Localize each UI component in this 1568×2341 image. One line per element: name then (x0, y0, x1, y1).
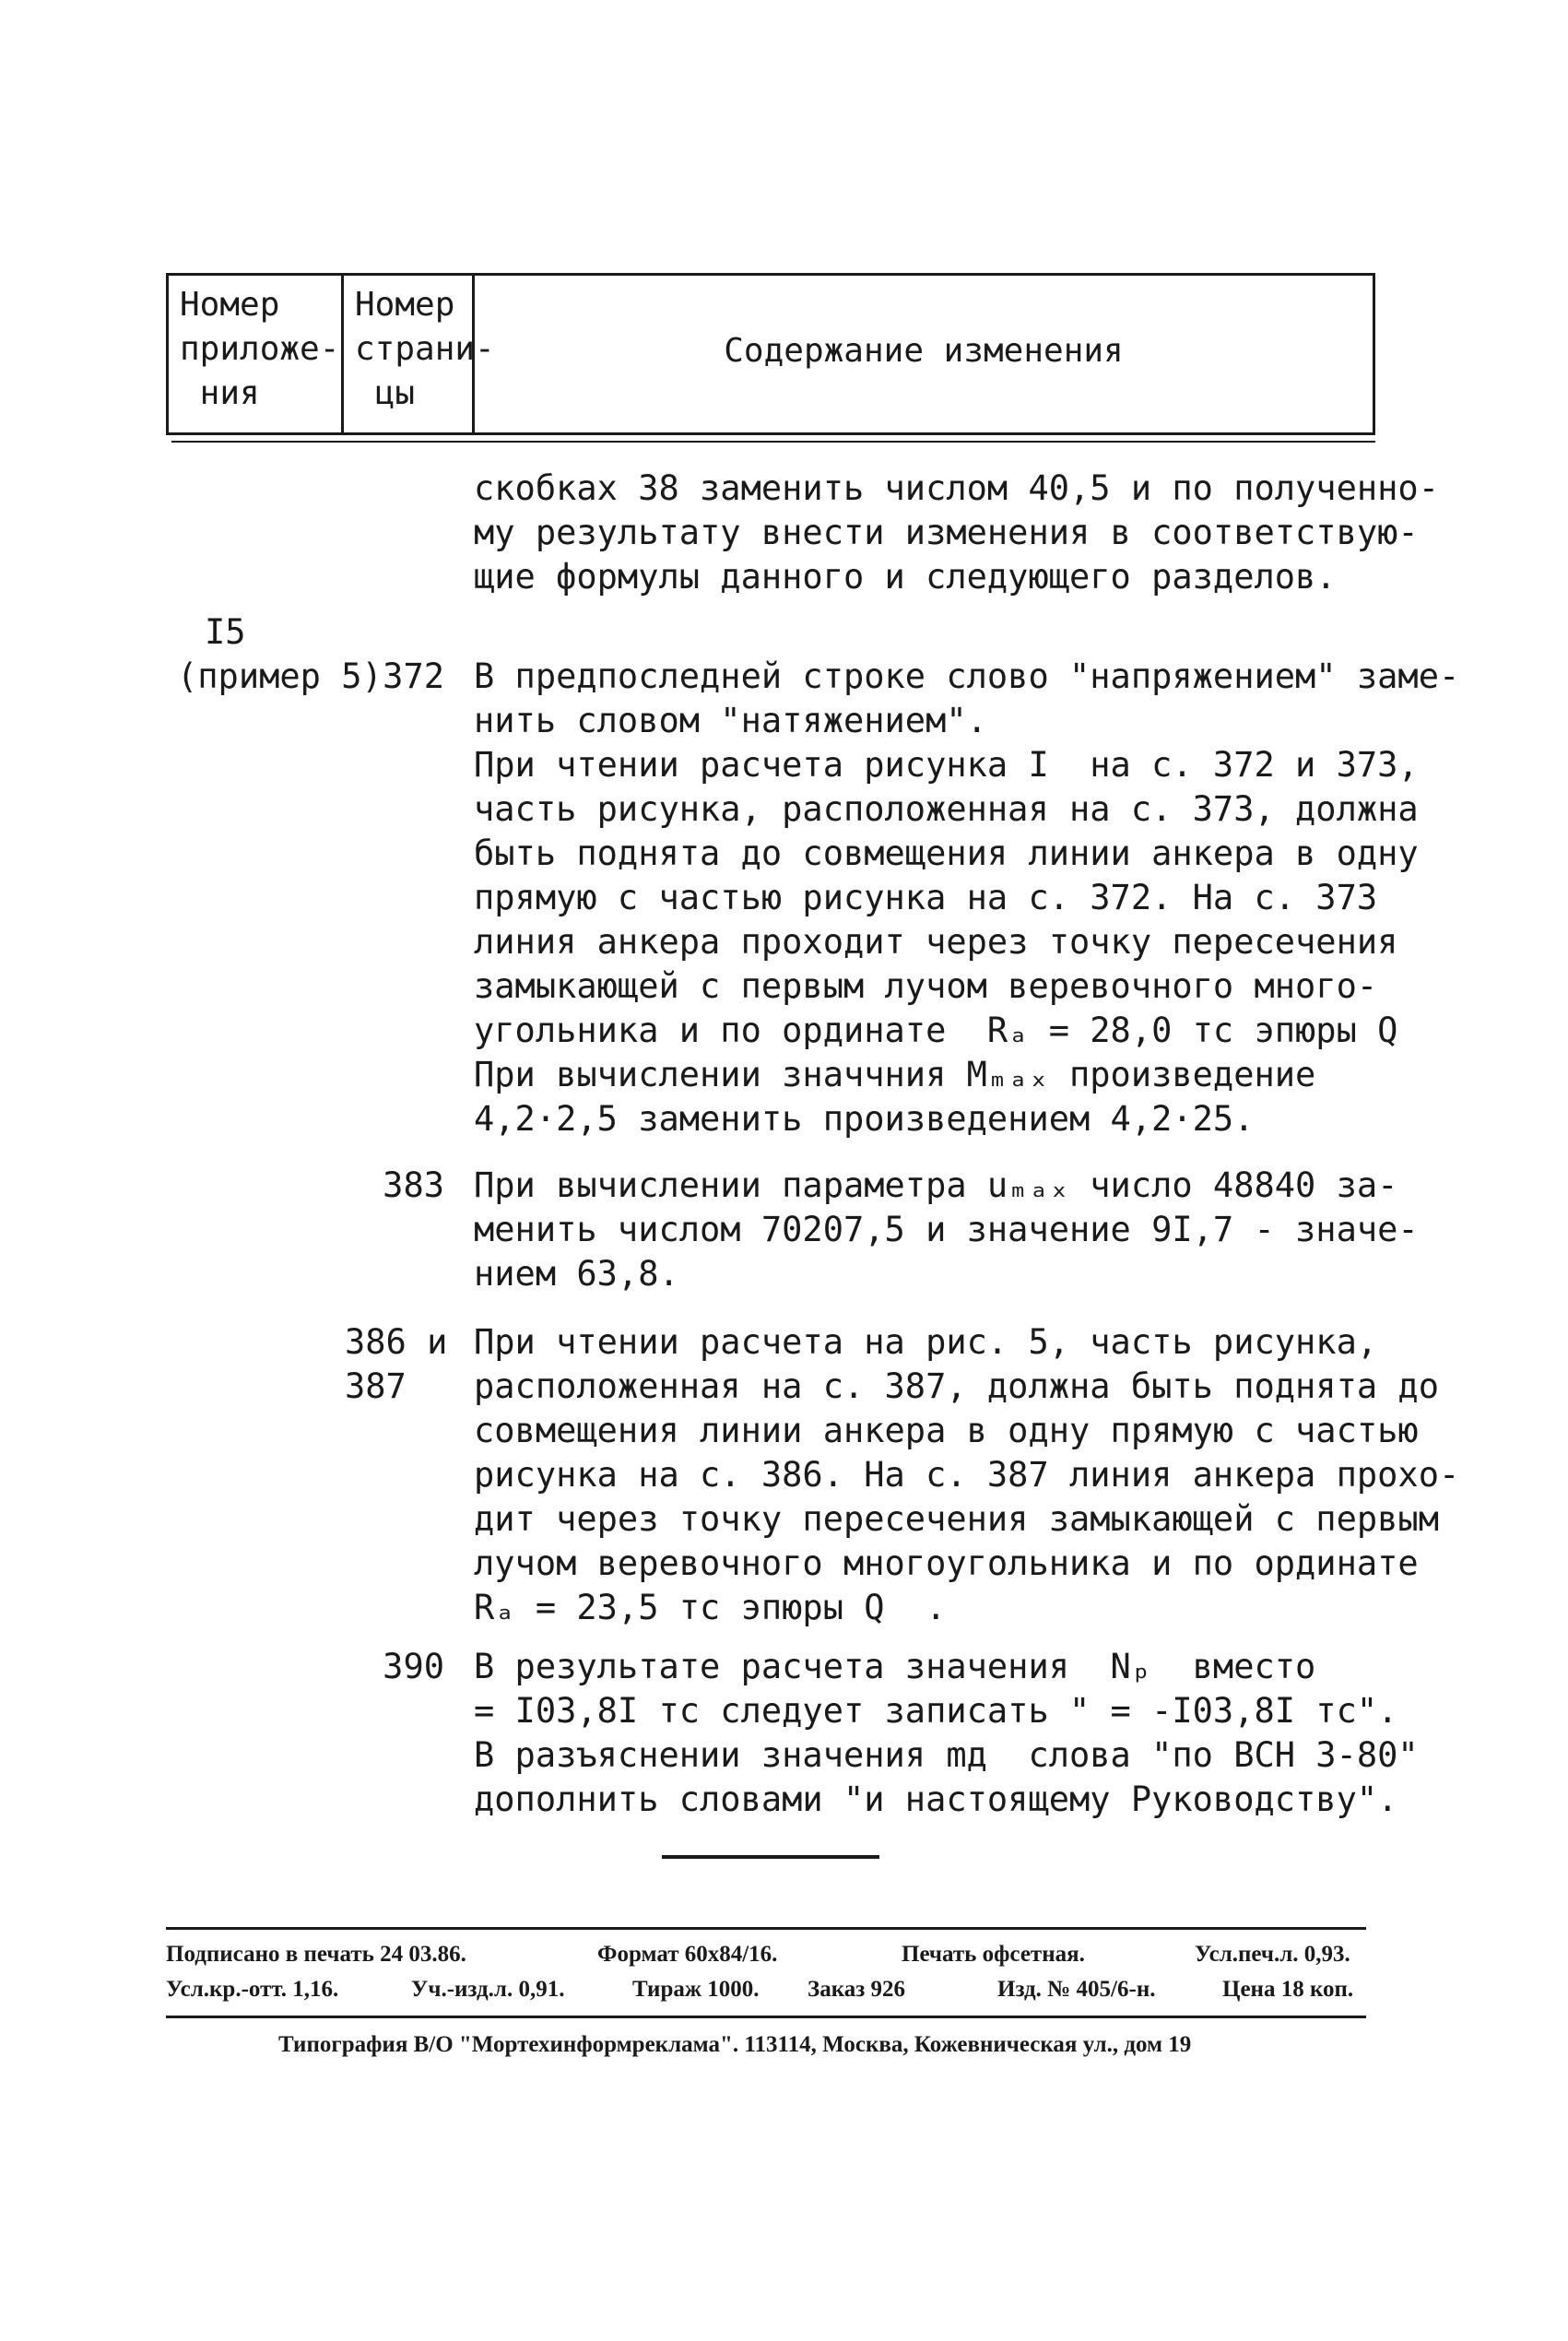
end-divider (662, 1855, 879, 1859)
header-col-page (344, 276, 495, 432)
appendix-example: (пример 5) (177, 656, 383, 696)
header-col-appendix-label: Номер приложе- ния (180, 286, 340, 412)
imprint-pub-number: Изд. № 405/6-н. (997, 1977, 1156, 2002)
imprint-pub-sheets: Уч.-изд.л. 0,91. (411, 1977, 565, 2002)
entry-intro-text: скобках 38 заменить числом 40,5 и по полученно- му результату внести изменения в соответствую- щие формулы данного и следующего разделов. (474, 468, 1439, 597)
imprint-order: Заказ 926 (808, 1977, 906, 2002)
entry-390-text: В результате расчета значения Nₚ вместо = I03,8I тс следует записать " = -I03,8I тс". В разъяснении значения mд слова "по ВСН 3-80" дополнить словами "и настоящему Руководству". (474, 1647, 1419, 1819)
entry-372-page: 372 (383, 656, 444, 696)
appendix-number: I5 (205, 612, 246, 652)
header-col-page-label: Номер страни- цы (355, 286, 495, 412)
header-col-content-label: Содержание изменения (724, 332, 1124, 370)
imprint-signed: Подписано в печать 24 03.86. (166, 1942, 466, 1967)
entry-390-page: 390 (383, 1647, 444, 1686)
table-header (166, 273, 1375, 435)
header-col-appendix (169, 276, 344, 432)
entry-372-text: В предпоследней строке слово "напряжением" заме- нить словом "натяжением". При чтении расчета рисунка I на с. 372 и 373, часть рисунка, расположенная на с. 373, должна быть поднята до совмещения линии анкера в одну прямую с частью рисунка на с. 372. На с. 373 линия анкера проходит через точку пересечения замыкающей с первым лучом веревочного много- угольника и по ординате Rₐ = 28,0 тс эпюры Q При вычислении значчния Mₘₐₓ произведение 4,2·2,5 заменить произведением 4,2·25. (474, 656, 1460, 1139)
entry-386-text: При чтении расчета на рис. 5, часть рисунка, расположенная на с. 387, должна быть поднята до совмещения линии анкера в одну прямую с частью рисунка на с. 386. На с. 387 линия анкера прохо- дит через точку пересечения замыкающей с первым лучом веревочного многоугольника и по ординате Rₐ = 23,5 тс эпюры Q . (474, 1322, 1460, 1627)
imprint-color-prints: Усл.кр.-отт. 1,16. (166, 1977, 339, 2002)
imprint-top-rule (166, 1927, 1366, 1930)
header-col-content (475, 276, 1373, 432)
entry-386-page: 386 и 387 (345, 1322, 448, 1406)
imprint-printer: Типография В/О "Мортехинформреклама". 113114, Москва, Кожевническая ул., дом 19 (278, 2032, 1192, 2057)
imprint-format: Формат 60х84/16. (597, 1942, 778, 1967)
entry-383-page: 383 (383, 1165, 444, 1205)
imprint-print-sheets: Усл.печ.л. 0,93. (1195, 1942, 1350, 1967)
imprint-bottom-rule (166, 2016, 1366, 2018)
header-bottom-rule (171, 441, 1375, 443)
imprint-price: Цена 18 коп. (1222, 1977, 1354, 2002)
imprint-print-type: Печать офсетная. (902, 1942, 1085, 1967)
entry-383-text: При вычислении параметра uₘₐₓ число 48840 за- менить числом 70207,5 и значение 9I,7 - значе- нием 63,8. (474, 1165, 1419, 1294)
imprint-circulation: Тираж 1000. (632, 1977, 760, 2002)
